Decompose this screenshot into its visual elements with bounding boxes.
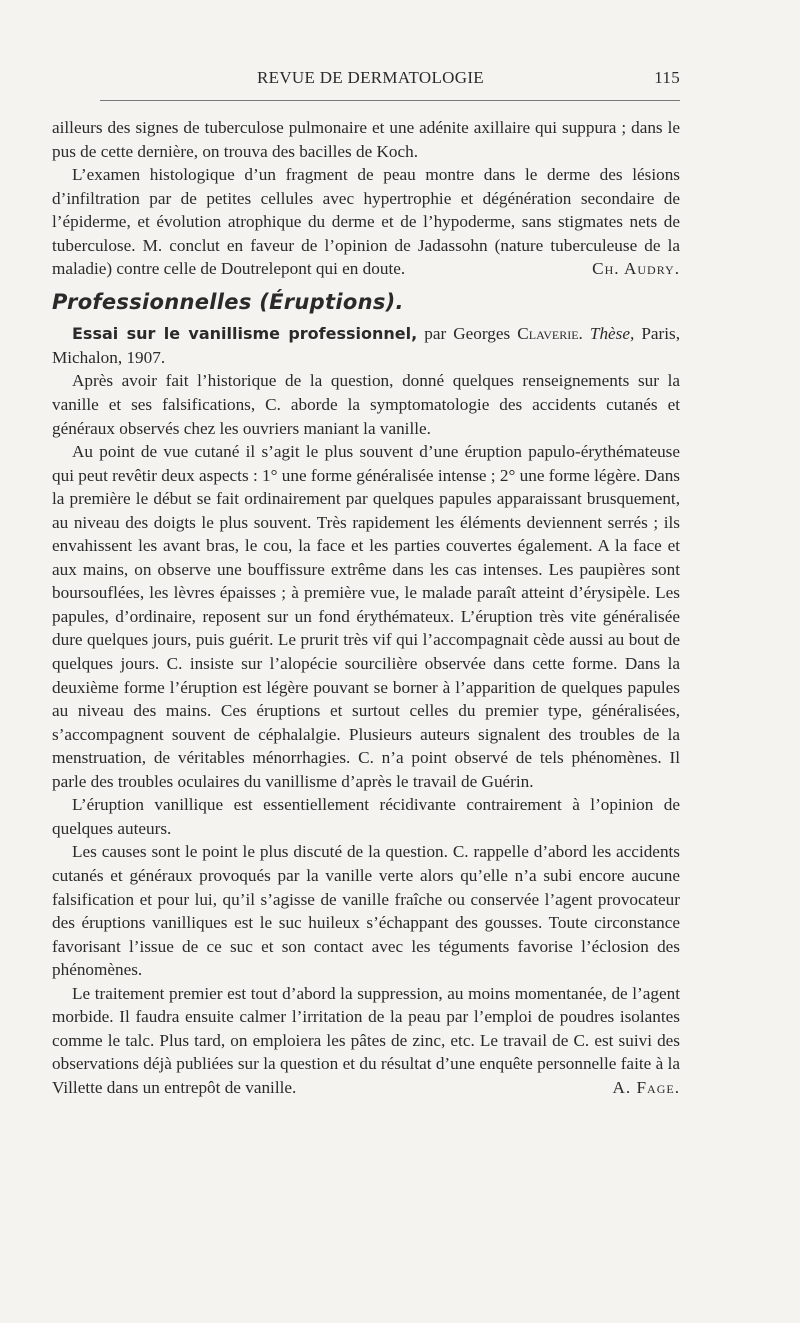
article-paragraph: Les causes sont le point le plus discuté de la question. C. rappelle d’abord les accidents cutanés et généraux provoqués par la vanille verte alors qu’elle n’a subi encore aucune falsification et pour lui, qu’il s’agisse de vanille fraîche ou conservée l’agent provocateur des éruptions vanilliques est le suc huileux s’échappant des gousses. Toute circonstance favorisant l’issue de ce suc et son contact avec les téguments favorise l’éclosion des phénomènes.	[52, 842, 680, 980]
page-number: 115	[654, 68, 680, 87]
article-paragraph: Après avoir fait l’historique de la question, donné quelques renseignements sur la vanille et ses falsifications, C. aborde la symptomatologie des accidents cutanés et généraux observés chez les ouvriers maniant la vanille.	[52, 371, 680, 438]
article-signature: A. Fage.	[612, 1077, 680, 1097]
article-paragraph-last	[52, 982, 680, 1100]
intro-paragraph-2	[52, 163, 680, 281]
article-title: Essai sur le vanillisme professionnel,	[72, 324, 418, 344]
article-paragraph-last-text: Le traitement premier est tout d’abord la suppression, au moins momentanée, de l’agent morbide. Il faudra ensuite calmer l’irritation de la peau par l’emploi de poudres isolantes comme le talc. Plus tard, on emploiera les pâtes de zinc, etc. Le travail de C. est suivi des observations déjà publiées sur la question et du résultat d’une enquête personnelle faite à la Villette dans un entrepôt de vanille.	[52, 983, 680, 1097]
section-title: Professionnelles (Éruptions).	[52, 289, 404, 314]
article-work-type: Thèse,	[589, 324, 635, 344]
article-author: Claverie.	[517, 324, 583, 344]
intro-signature: Ch. Audry.	[592, 259, 680, 279]
intro-paragraph-2-text: L’examen histologique d’un fragment de peau montre dans le derme des lésions d’infiltration par de petites cellules avec hypertrophie et dégénération secondaire de l’épiderme, et évolution atrophique du derme et de l’hypoderme, sans stigmates nets de tuberculose. M. conclut en faveur de l’opinion de Jadassohn (nature tuberculeuse de la maladie) contre celle de Doutrelepont qui en doute.	[52, 165, 680, 279]
article-paragraph: L’éruption vanillique est essentiellement récidivante contrairement à l’opinion de quelques auteurs.	[52, 795, 680, 838]
main-text	[52, 116, 680, 1099]
article-publication: Paris, Michalon, 1907.	[52, 324, 681, 367]
running-header	[52, 68, 680, 92]
article-paragraph: Au point de vue cutané il s’agit le plus souvent d’une éruption papulo-érythémateuse qui peut revêtir deux aspects : 1° une forme généralisée intense ; 2° une forme légère. Dans la première le début se fait ordinairement par quelques papules apparaissant brusquement, au niveau des doigts le plus souvent. Très rapidement les éléments deviennent serrés ; ils envahissent les avant bras, le cou, la face et les parties couvertes également. A la face et aux mains, on observe une bouffissure extrême dans les cas intenses. Les paupières sont boursouflées, les lèvres épaisses ; à première vue, le malade paraît atteint d’érysipèle. Les papules, d’ordinaire, reposent sur un fond érythémateux. L’éruption très vite généralisée dure quelques jours, puis guérit. Le prurit très vif qui l’accompagnait cède aussi au bout de quelques jours. C. insiste sur l’alopécie sourcilière observée dans cette forme. Dans la deuxième forme l’éruption est légère pouvant se borner à l’apparition de quelques papules au niveau des mains. Ces éruptions et surtout celles du premier type, généralisées, s’accompagnent souvent de céphalalgie. Plusieurs auteurs signalent des troubles de la menstruation, de véritables ménorrhagies. C. n’a point observé de tels phénomènes. Il parle des troubles oculaires du vanillisme d’après le travail de Guérin.	[52, 442, 680, 791]
intro-paragraph-1: ailleurs des signes de tuberculose pulmonaire et une adénite axillaire qui suppura ; dans le pus de cette dernière, on trouva des bacilles de Koch.	[52, 118, 680, 161]
article-reference	[52, 322, 680, 369]
article-by: par Georges	[424, 324, 511, 344]
journal-title: REVUE DE DERMATOLOGIE	[257, 68, 484, 87]
header-rule	[100, 100, 680, 101]
